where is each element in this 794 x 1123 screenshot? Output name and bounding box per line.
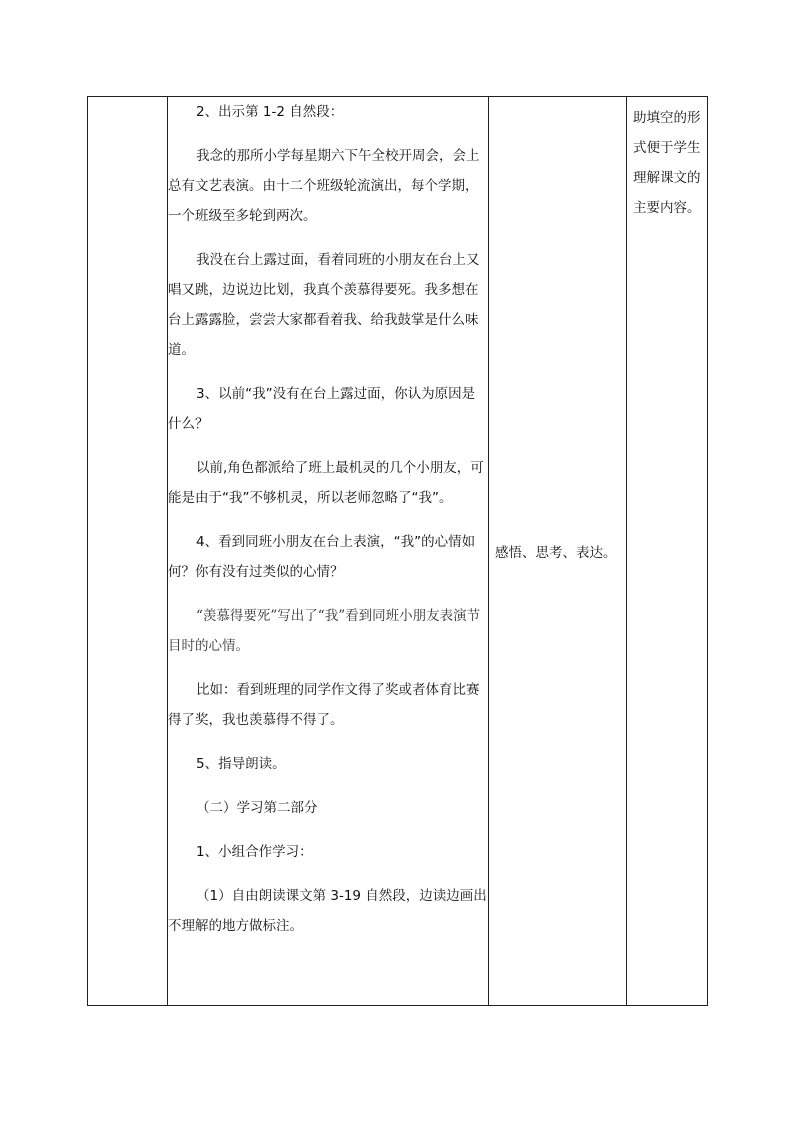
answer: “羡慕得要死”写出了“我”看到同班小朋友表演节目时的心情。	[168, 608, 481, 654]
table-row	[88, 97, 708, 1006]
design-intent-cell: 助填空的形式便于学生理解课文的主要内容。	[627, 97, 708, 1006]
answer: 以前,角色都派给了班上最机灵的几个小朋友，可能是由于“我”不够机灵，所以老师忽略了“我”。	[168, 460, 484, 506]
teaching-content-cell	[168, 97, 489, 1006]
step-heading: 5、指导朗读。	[196, 756, 286, 772]
student-activity-cell: 感悟、思考、表达。	[489, 97, 627, 1006]
answer: 比如：看到班理的同学作文得了奖或者体育比赛得了奖，我也羡慕得不得了。	[168, 682, 480, 728]
step-heading: 1、小组合作学习：	[196, 844, 313, 860]
text-excerpt: 我念的那所小学每星期六下午全校开周会，会上总有文艺表演。由十二个班级轮流演出，每个学期，一个班级至多轮到两次。	[168, 148, 480, 224]
step-heading: 2、出示第 1-2 自然段：	[196, 104, 344, 120]
section-heading: （二）学习第二部分	[196, 800, 318, 816]
text-excerpt: 我没在台上露过面，看着同班的小朋友在台上又唱又跳，边说边比划，我真个羡慕得要死。我多想在台上露露脸，尝尝大家都看着我、给我鼓掌是什么味道。	[168, 252, 480, 358]
task-item: （1）自由朗读课文第 3-19 自然段，边读边画出不理解的地方做标注。	[168, 888, 487, 934]
stage-cell	[88, 97, 168, 1006]
lesson-plan-table	[87, 96, 708, 1006]
question: 3、以前“我”没有在台上露过面，你认为原因是什么？	[168, 386, 476, 432]
question: 4、看到同班小朋友在台上表演，“我”的心情如何？你有没有过类似的心情？	[168, 534, 476, 580]
